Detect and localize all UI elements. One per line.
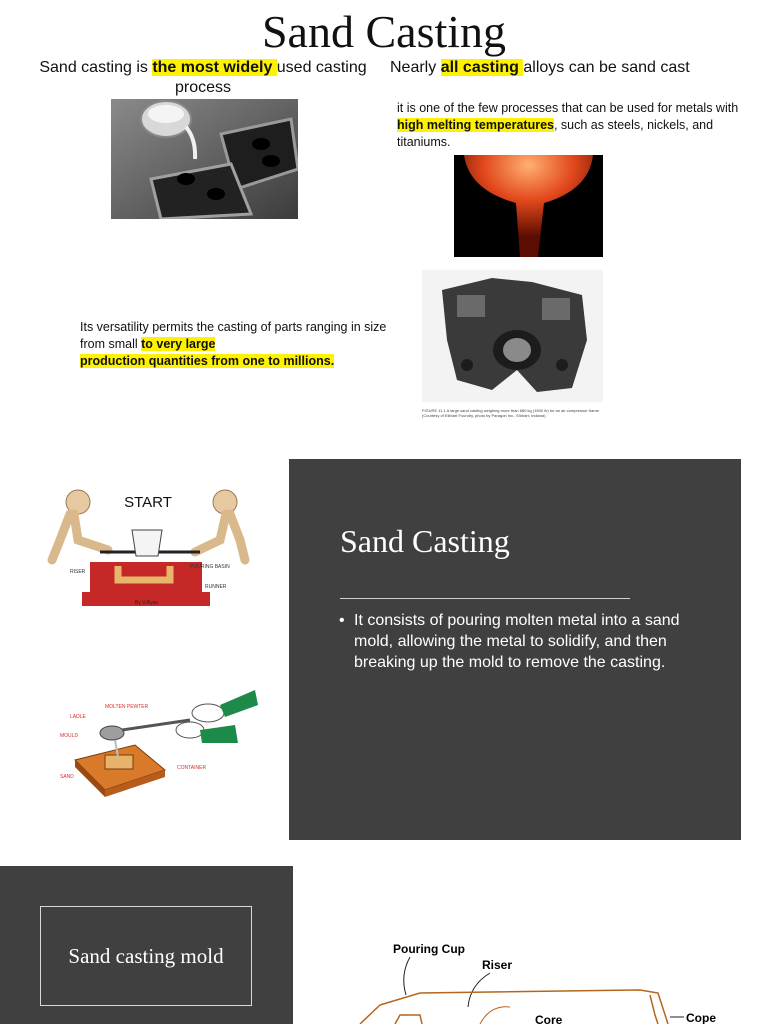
versatility-note-highlight-1: to very large (141, 337, 216, 351)
runner-label: RUNNER (205, 584, 227, 590)
panel-bullet (339, 610, 689, 673)
mould-label: MOULD (60, 733, 79, 739)
melting-note-pre: it is one of the few processes that can be used for metals with (397, 101, 739, 115)
lead-right-highlight: all casting (440, 59, 524, 76)
molten-metal-photo (454, 155, 603, 257)
mold-panel-title: Sand casting mold (40, 906, 252, 1006)
lead-left-pre: Sand casting is (39, 59, 153, 76)
pouring-cup-label: Pouring Cup (393, 942, 465, 956)
start-heading: START (124, 494, 172, 511)
molten-pewter-label: MOLTEN PEWTER (105, 704, 149, 710)
pouring-photo (111, 99, 298, 219)
lead-left (22, 58, 384, 98)
pouring-basin-label: POURING BASIN (190, 564, 230, 570)
versatility-note (80, 319, 410, 370)
mold-panel (0, 866, 293, 1024)
pour-diagram (30, 685, 265, 800)
ladle-label: LADLE (70, 714, 86, 720)
melting-note (397, 100, 742, 151)
start-diagram (30, 480, 265, 618)
sand-label: SAND (60, 774, 74, 780)
melting-note-highlight: high melting temperatures (397, 118, 554, 132)
lead-left-post: used casting process (174, 59, 367, 96)
cope-label: Cope (686, 1011, 716, 1024)
compressor-frame-photo (422, 270, 603, 402)
lead-left-highlight: the most widely (152, 59, 277, 76)
panel-bullet-text: It consists of pouring molten metal into a sand mold, allowing the metal to solidify, and then breaking up the mold to remove the casting. (354, 612, 680, 671)
riser-diagram-label: Riser (482, 958, 513, 972)
panel-title: Sand Casting (340, 523, 510, 559)
credit-label: By V.Ryan (135, 600, 159, 606)
melting-note-post: , such as steels, nickels, and titaniums. (397, 118, 714, 149)
page-title: Sand Casting (261, 6, 507, 57)
lead-right-post: alloys can be sand cast (523, 59, 690, 76)
bullet-dot: • (339, 612, 345, 629)
figure-caption: FIGURE 11.1 A large sand casting weighing more than 680 kg (1500 lb) for an air compressor frame. (Courtesy of Elkhart Foundry, photo by Paragon Inc., Elkhart, Indiana) (422, 408, 601, 418)
lead-right-pre: Nearly (390, 59, 441, 76)
mold-diagram (340, 935, 740, 1024)
lead-right (390, 58, 690, 78)
riser-label: RISER (70, 569, 86, 575)
versatility-note-pre: Its versatility permits the casting of parts ranging in size from small (80, 320, 387, 351)
panel-divider (340, 598, 630, 599)
sand-casting-panel (289, 459, 741, 840)
core-label: Core (535, 1013, 563, 1024)
versatility-note-highlight-2: production quantities from one to millions. (80, 354, 335, 368)
container-label: CONTAINER (177, 765, 207, 771)
